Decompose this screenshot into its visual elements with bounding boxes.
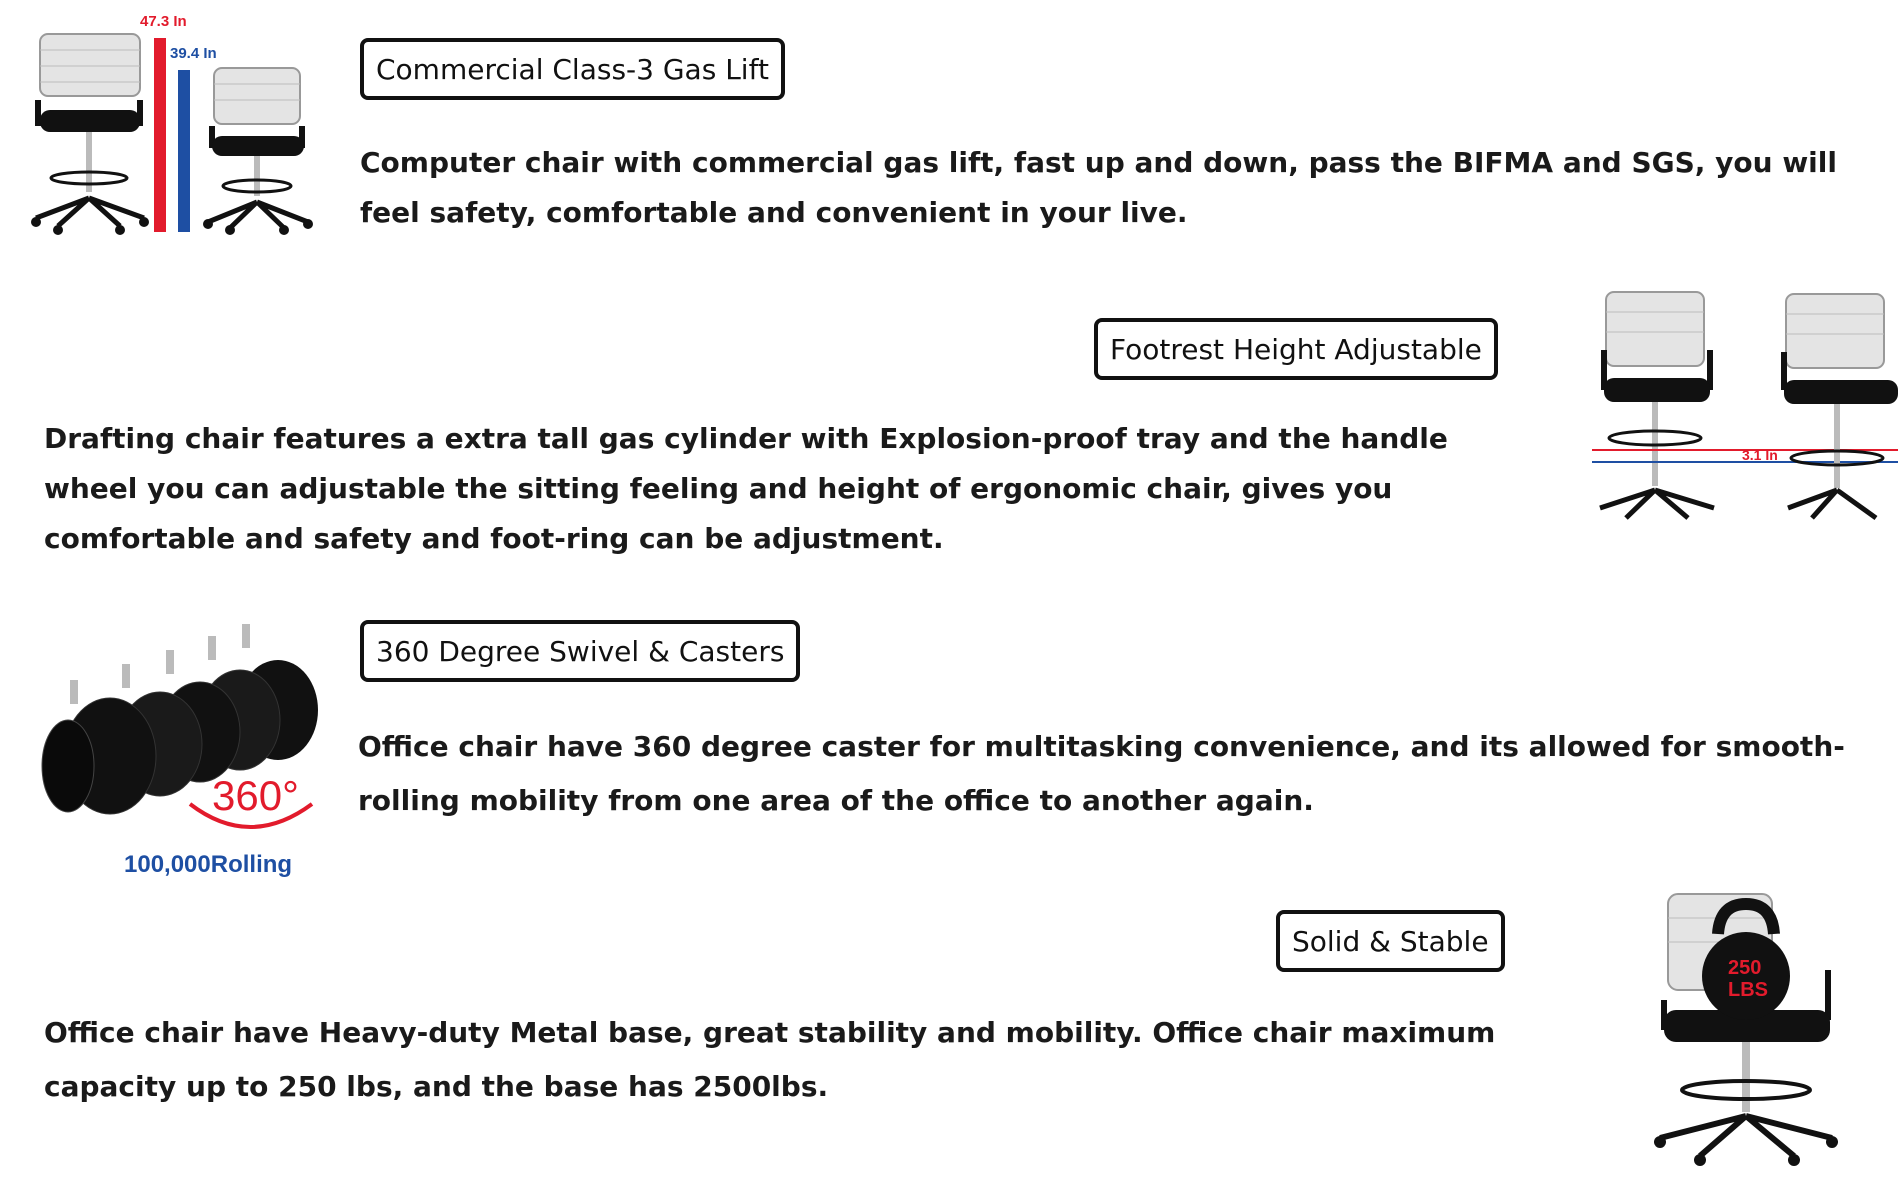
- height-bar-red: [154, 38, 166, 232]
- casters-figure: [40, 620, 330, 880]
- footrest-chair-figure: [1592, 290, 1898, 530]
- gas-lift-chair-figure: [28, 8, 328, 240]
- section-3-title: 360 Degree Swivel & Casters: [360, 620, 800, 682]
- label-3-1: 3.1 In: [1742, 447, 1778, 463]
- section-4-title: Solid & Stable: [1276, 910, 1505, 972]
- section-2-title: Footrest Height Adjustable: [1094, 318, 1498, 380]
- label-lbs: LBS: [1728, 979, 1768, 1001]
- height-bar-blue: [178, 70, 190, 232]
- solid-stable-chair-figure: [1648, 890, 1848, 1170]
- chair-left-icon: [31, 34, 149, 235]
- chair-footrest-left-icon: [1600, 292, 1714, 518]
- chair-right-icon: [203, 68, 313, 235]
- section-1-description: Computer chair with commercial gas lift, fast up and down, pass the BIFMA and SGS, you will feel safety, comfortable and convenient in your live.: [360, 146, 1837, 229]
- section-3-description: Office chair have 360 degree caster for multitasking convenience, and its allowed for smooth-rolling mobility from one area of the office to another again.: [358, 730, 1845, 817]
- label-47-3: 47.3 In: [140, 13, 187, 30]
- section-4-description: Office chair have Heavy-duty Metal base, great stability and mobility. Office chair maximum capacity up to 250 lbs, and the base has 2500lbs.: [44, 1016, 1496, 1103]
- label-360: 360°: [212, 772, 299, 819]
- label-rolling: 100,000Rolling: [124, 851, 293, 878]
- label-39-4: 39.4 In: [170, 45, 217, 62]
- section-2-description: Drafting chair features a extra tall gas cylinder with Explosion-proof tray and the handle wheel you can adjustable the sitting feeling and height of ergonomic chair, gives you comfortable and safety and foot-ring can be adjustment.: [44, 422, 1448, 555]
- chair-footrest-right-icon: [1784, 294, 1898, 518]
- section-1-title: Commercial Class-3 Gas Lift: [360, 38, 785, 100]
- label-250: 250: [1728, 957, 1762, 979]
